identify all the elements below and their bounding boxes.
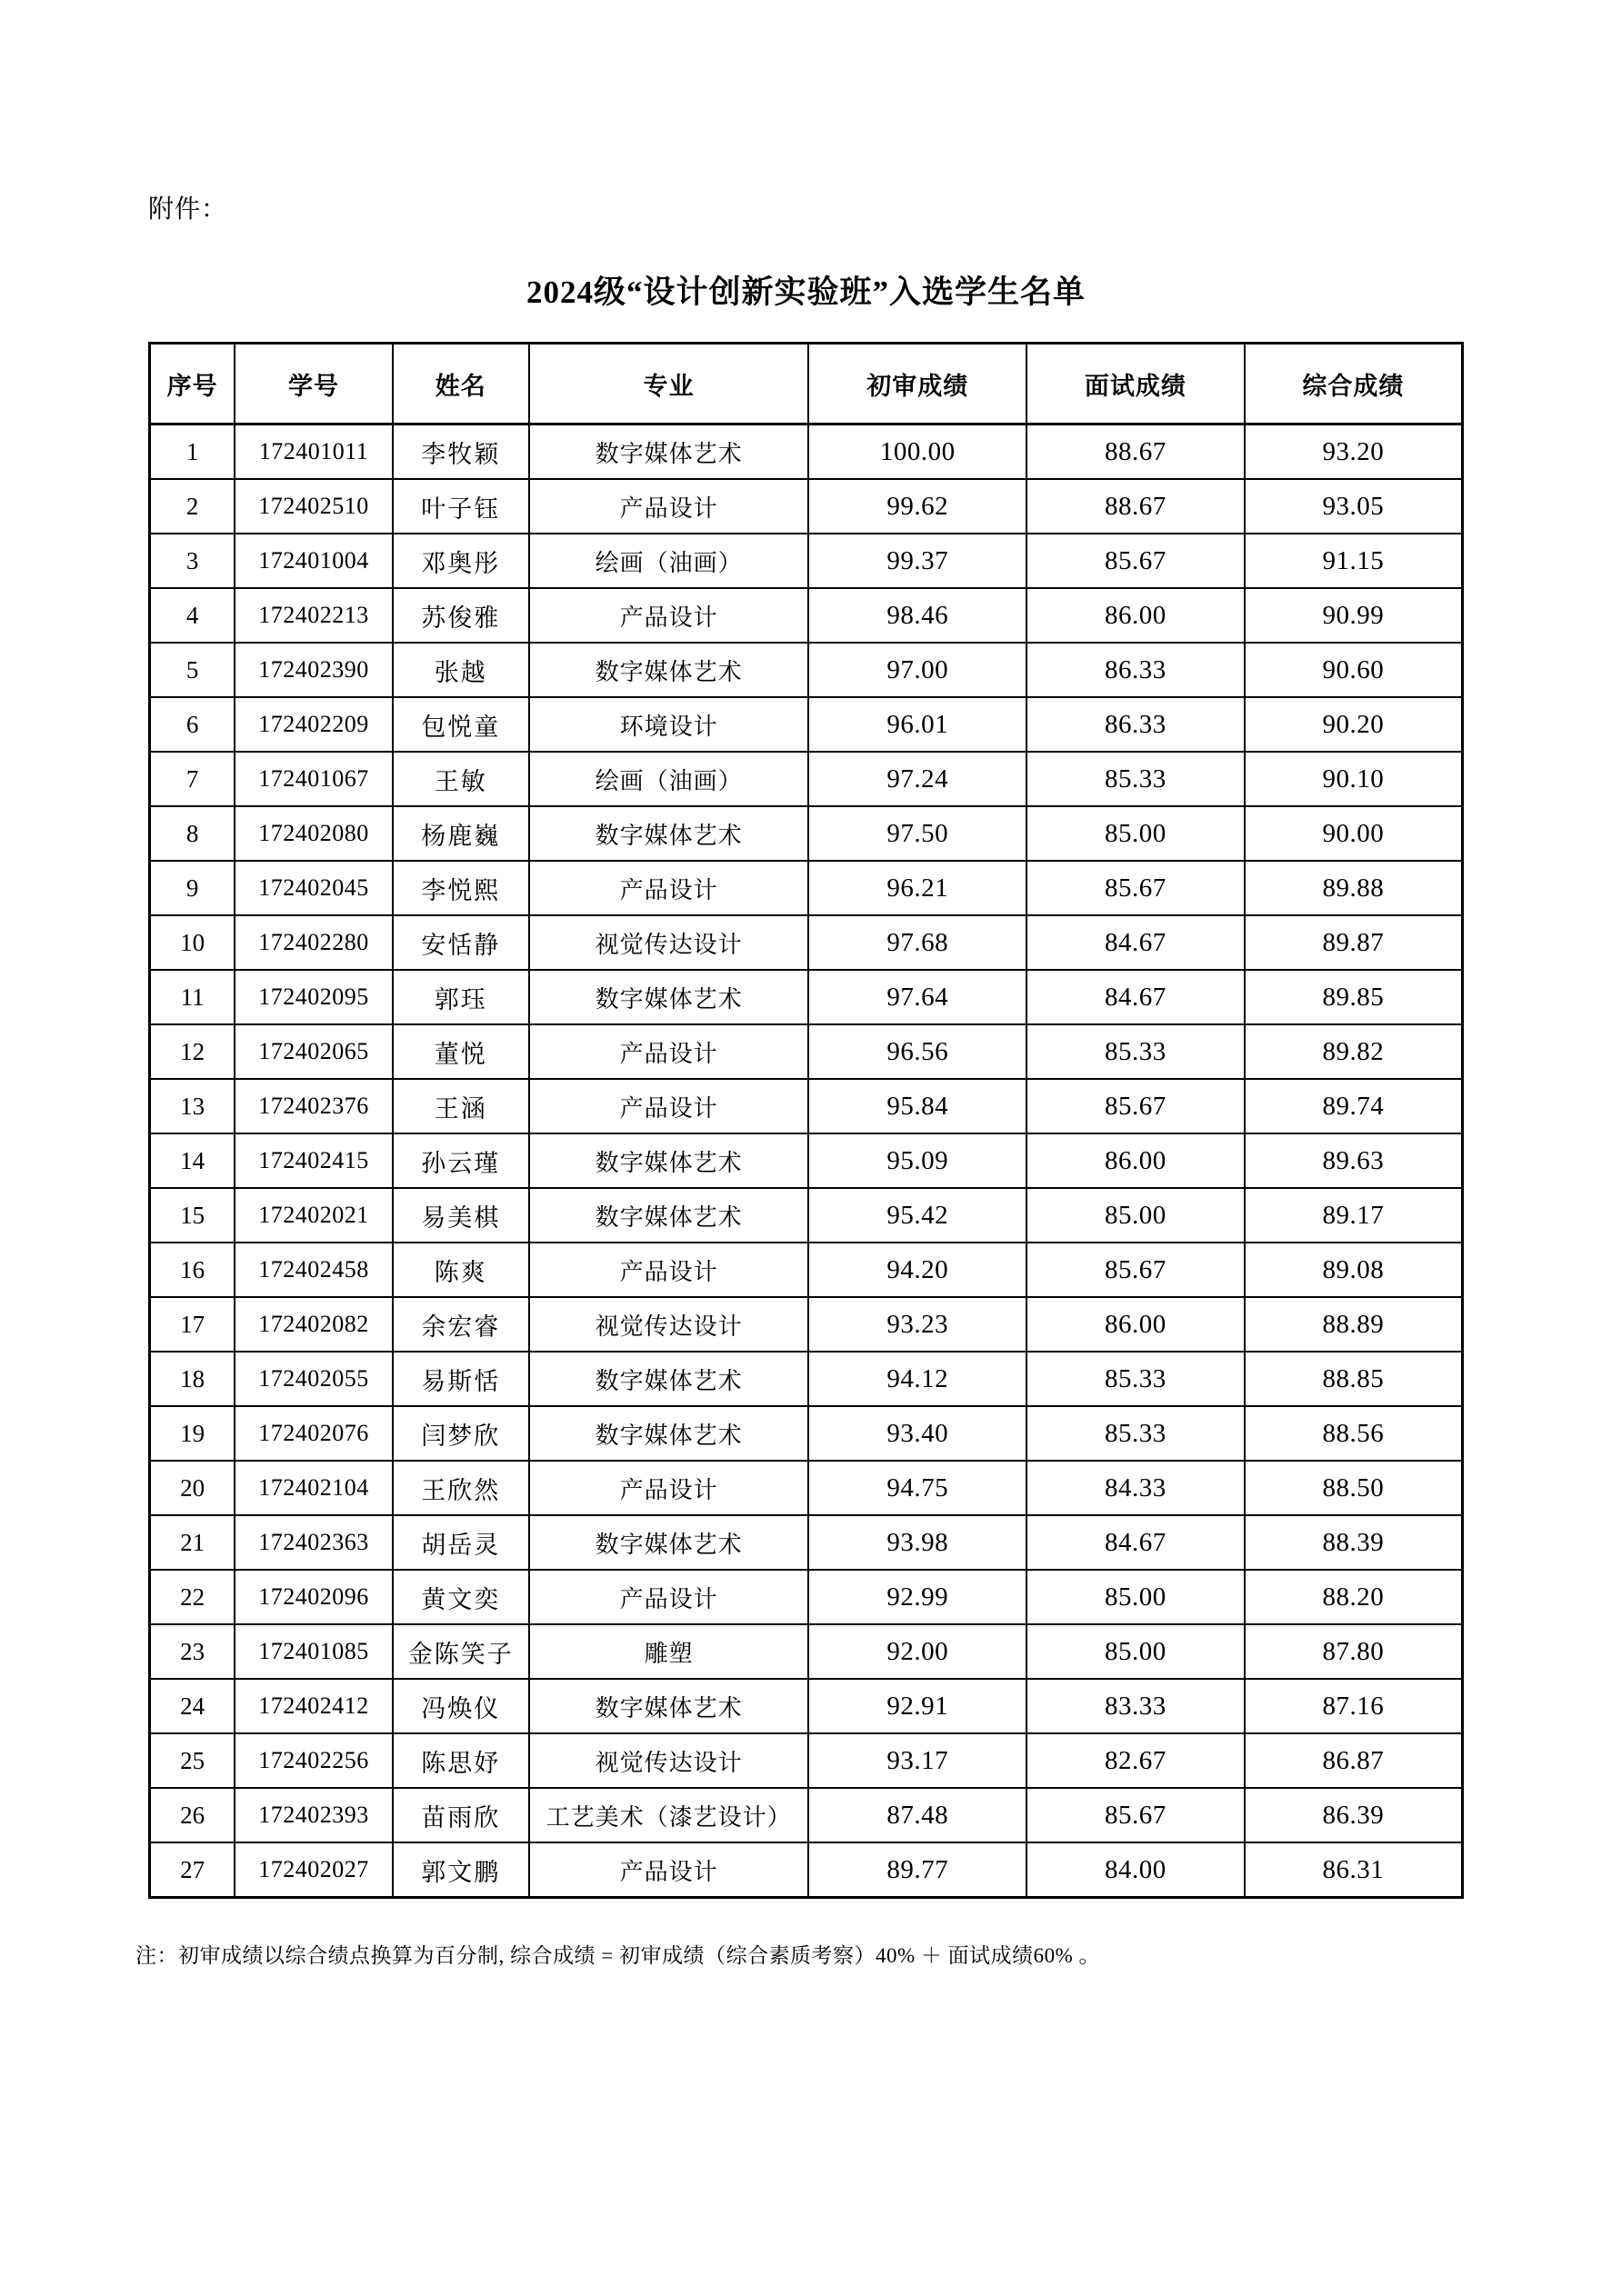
header-seq: 序号 bbox=[150, 344, 235, 424]
overall-score-cell: 89.08 bbox=[1245, 1243, 1463, 1297]
major-cell: 数字媒体艺术 bbox=[529, 643, 809, 697]
table-row bbox=[150, 806, 1463, 861]
interview-score-cell: 86.00 bbox=[1026, 1297, 1245, 1352]
interview-score-cell: 85.33 bbox=[1026, 1024, 1245, 1079]
prelim-score-cell: 98.46 bbox=[808, 588, 1026, 643]
major-cell: 产品设计 bbox=[529, 479, 809, 534]
prelim-score-cell: 94.20 bbox=[808, 1243, 1026, 1297]
student-id-cell: 172402256 bbox=[235, 1733, 392, 1788]
prelim-score-cell: 89.77 bbox=[808, 1842, 1026, 1898]
major-cell: 产品设计 bbox=[529, 1243, 809, 1297]
table-row bbox=[150, 1079, 1463, 1133]
overall-score-cell: 88.20 bbox=[1245, 1570, 1463, 1624]
name-cell: 张越 bbox=[393, 643, 529, 697]
major-cell: 产品设计 bbox=[529, 1570, 809, 1624]
interview-score-cell: 86.33 bbox=[1026, 643, 1245, 697]
major-cell: 产品设计 bbox=[529, 588, 809, 643]
seq-cell: 17 bbox=[150, 1297, 235, 1352]
table-row bbox=[150, 1570, 1463, 1624]
seq-cell: 22 bbox=[150, 1570, 235, 1624]
name-cell: 易斯恬 bbox=[393, 1352, 529, 1406]
table-row bbox=[150, 1188, 1463, 1243]
overall-score-cell: 87.16 bbox=[1245, 1679, 1463, 1733]
student-roster-table bbox=[148, 342, 1464, 1899]
overall-score-cell: 90.00 bbox=[1245, 806, 1463, 861]
name-cell: 叶子钰 bbox=[393, 479, 529, 534]
prelim-score-cell: 96.56 bbox=[808, 1024, 1026, 1079]
seq-cell: 3 bbox=[150, 534, 235, 588]
overall-score-cell: 88.85 bbox=[1245, 1352, 1463, 1406]
major-cell: 产品设计 bbox=[529, 861, 809, 915]
student-id-cell: 172402415 bbox=[235, 1133, 392, 1188]
interview-score-cell: 82.67 bbox=[1026, 1733, 1245, 1788]
prelim-score-cell: 99.62 bbox=[808, 479, 1026, 534]
seq-cell: 19 bbox=[150, 1406, 235, 1461]
header-row bbox=[150, 344, 1463, 424]
seq-cell: 6 bbox=[150, 697, 235, 752]
student-id-cell: 172402096 bbox=[235, 1570, 392, 1624]
student-id-cell: 172402021 bbox=[235, 1188, 392, 1243]
student-id-cell: 172402393 bbox=[235, 1788, 392, 1842]
interview-score-cell: 84.67 bbox=[1026, 915, 1245, 970]
interview-score-cell: 85.67 bbox=[1026, 534, 1245, 588]
footnote: 注：初审成绩以综合绩点换算为百分制, 综合成绩 = 初审成绩（综合素质考察）40% ＋ 面试成绩60% 。 bbox=[135, 1944, 1101, 1967]
seq-cell: 15 bbox=[150, 1188, 235, 1243]
student-id-cell: 172401067 bbox=[235, 752, 392, 806]
major-cell: 数字媒体艺术 bbox=[529, 424, 809, 480]
major-cell: 产品设计 bbox=[529, 1842, 809, 1898]
prelim-score-cell: 96.01 bbox=[808, 697, 1026, 752]
interview-score-cell: 86.00 bbox=[1026, 1133, 1245, 1188]
interview-score-cell: 84.00 bbox=[1026, 1842, 1245, 1898]
header-interview-score: 面试成绩 bbox=[1026, 344, 1245, 424]
table-row bbox=[150, 1679, 1463, 1733]
interview-score-cell: 86.33 bbox=[1026, 697, 1245, 752]
major-cell: 视觉传达设计 bbox=[529, 1297, 809, 1352]
major-cell: 数字媒体艺术 bbox=[529, 1679, 809, 1733]
major-cell: 产品设计 bbox=[529, 1024, 809, 1079]
seq-cell: 24 bbox=[150, 1679, 235, 1733]
overall-score-cell: 89.74 bbox=[1245, 1079, 1463, 1133]
major-cell: 产品设计 bbox=[529, 1461, 809, 1515]
name-cell: 王敏 bbox=[393, 752, 529, 806]
name-cell: 余宏睿 bbox=[393, 1297, 529, 1352]
student-id-cell: 172402510 bbox=[235, 479, 392, 534]
interview-score-cell: 85.00 bbox=[1026, 1570, 1245, 1624]
table-row bbox=[150, 1842, 1463, 1898]
interview-score-cell: 85.67 bbox=[1026, 1243, 1245, 1297]
student-id-cell: 172402458 bbox=[235, 1243, 392, 1297]
interview-score-cell: 85.67 bbox=[1026, 861, 1245, 915]
prelim-score-cell: 95.42 bbox=[808, 1188, 1026, 1243]
seq-cell: 21 bbox=[150, 1515, 235, 1570]
student-table-body bbox=[150, 424, 1463, 1898]
seq-cell: 10 bbox=[150, 915, 235, 970]
prelim-score-cell: 95.84 bbox=[808, 1079, 1026, 1133]
name-cell: 郭文鹏 bbox=[393, 1842, 529, 1898]
seq-cell: 7 bbox=[150, 752, 235, 806]
student-id-cell: 172402055 bbox=[235, 1352, 392, 1406]
prelim-score-cell: 99.37 bbox=[808, 534, 1026, 588]
seq-cell: 20 bbox=[150, 1461, 235, 1515]
name-cell: 郭珏 bbox=[393, 970, 529, 1024]
table-row bbox=[150, 1024, 1463, 1079]
name-cell: 杨鹿巍 bbox=[393, 806, 529, 861]
student-id-cell: 172402027 bbox=[235, 1842, 392, 1898]
seq-cell: 13 bbox=[150, 1079, 235, 1133]
header-student-id: 学号 bbox=[235, 344, 392, 424]
student-id-cell: 172402065 bbox=[235, 1024, 392, 1079]
table-row bbox=[150, 1461, 1463, 1515]
interview-score-cell: 85.67 bbox=[1026, 1079, 1245, 1133]
prelim-score-cell: 93.40 bbox=[808, 1406, 1026, 1461]
student-id-cell: 172402412 bbox=[235, 1679, 392, 1733]
overall-score-cell: 90.60 bbox=[1245, 643, 1463, 697]
student-id-cell: 172401085 bbox=[235, 1624, 392, 1679]
prelim-score-cell: 87.48 bbox=[808, 1788, 1026, 1842]
overall-score-cell: 89.85 bbox=[1245, 970, 1463, 1024]
overall-score-cell: 90.20 bbox=[1245, 697, 1463, 752]
interview-score-cell: 85.33 bbox=[1026, 1352, 1245, 1406]
overall-score-cell: 93.05 bbox=[1245, 479, 1463, 534]
name-cell: 王欣然 bbox=[393, 1461, 529, 1515]
interview-score-cell: 88.67 bbox=[1026, 424, 1245, 480]
table-row bbox=[150, 1352, 1463, 1406]
seq-cell: 1 bbox=[150, 424, 235, 480]
seq-cell: 8 bbox=[150, 806, 235, 861]
name-cell: 金陈笑子 bbox=[393, 1624, 529, 1679]
header-prelim-score: 初审成绩 bbox=[808, 344, 1026, 424]
seq-cell: 27 bbox=[150, 1842, 235, 1898]
prelim-score-cell: 100.00 bbox=[808, 424, 1026, 480]
name-cell: 冯焕仪 bbox=[393, 1679, 529, 1733]
interview-score-cell: 85.67 bbox=[1026, 1788, 1245, 1842]
table-row bbox=[150, 1133, 1463, 1188]
name-cell: 苏俊雅 bbox=[393, 588, 529, 643]
student-id-cell: 172402209 bbox=[235, 697, 392, 752]
prelim-score-cell: 97.64 bbox=[808, 970, 1026, 1024]
major-cell: 雕塑 bbox=[529, 1624, 809, 1679]
prelim-score-cell: 97.00 bbox=[808, 643, 1026, 697]
overall-score-cell: 89.87 bbox=[1245, 915, 1463, 970]
prelim-score-cell: 92.99 bbox=[808, 1570, 1026, 1624]
interview-score-cell: 84.67 bbox=[1026, 1515, 1245, 1570]
seq-cell: 5 bbox=[150, 643, 235, 697]
table-row bbox=[150, 1624, 1463, 1679]
table-row bbox=[150, 1297, 1463, 1352]
major-cell: 数字媒体艺术 bbox=[529, 1406, 809, 1461]
overall-score-cell: 86.31 bbox=[1245, 1842, 1463, 1898]
interview-score-cell: 86.00 bbox=[1026, 588, 1245, 643]
name-cell: 陈思妤 bbox=[393, 1733, 529, 1788]
major-cell: 数字媒体艺术 bbox=[529, 970, 809, 1024]
prelim-score-cell: 97.24 bbox=[808, 752, 1026, 806]
student-id-cell: 172402076 bbox=[235, 1406, 392, 1461]
overall-score-cell: 93.20 bbox=[1245, 424, 1463, 480]
table-row bbox=[150, 861, 1463, 915]
student-id-cell: 172402280 bbox=[235, 915, 392, 970]
interview-score-cell: 84.33 bbox=[1026, 1461, 1245, 1515]
student-id-cell: 172401011 bbox=[235, 424, 392, 480]
interview-score-cell: 85.00 bbox=[1026, 806, 1245, 861]
major-cell: 视觉传达设计 bbox=[529, 1733, 809, 1788]
table-row bbox=[150, 588, 1463, 643]
major-cell: 视觉传达设计 bbox=[529, 915, 809, 970]
interview-score-cell: 84.67 bbox=[1026, 970, 1245, 1024]
overall-score-cell: 89.88 bbox=[1245, 861, 1463, 915]
name-cell: 李牧颖 bbox=[393, 424, 529, 480]
seq-cell: 12 bbox=[150, 1024, 235, 1079]
prelim-score-cell: 93.98 bbox=[808, 1515, 1026, 1570]
interview-score-cell: 85.33 bbox=[1026, 752, 1245, 806]
table-row bbox=[150, 643, 1463, 697]
prelim-score-cell: 94.75 bbox=[808, 1461, 1026, 1515]
major-cell: 绘画（油画） bbox=[529, 534, 809, 588]
table-row bbox=[150, 1788, 1463, 1842]
student-id-cell: 172402390 bbox=[235, 643, 392, 697]
prelim-score-cell: 96.21 bbox=[808, 861, 1026, 915]
seq-cell: 16 bbox=[150, 1243, 235, 1297]
name-cell: 胡岳灵 bbox=[393, 1515, 529, 1570]
page-title: 2024级“设计创新实验班”入选学生名单 bbox=[526, 275, 1086, 310]
table-row bbox=[150, 479, 1463, 534]
table-row bbox=[150, 752, 1463, 806]
name-cell: 王涵 bbox=[393, 1079, 529, 1133]
interview-score-cell: 85.00 bbox=[1026, 1624, 1245, 1679]
major-cell: 绘画（油画） bbox=[529, 752, 809, 806]
overall-score-cell: 89.82 bbox=[1245, 1024, 1463, 1079]
attachment-label: 附件： bbox=[148, 195, 228, 224]
overall-score-cell: 90.10 bbox=[1245, 752, 1463, 806]
major-cell: 环境设计 bbox=[529, 697, 809, 752]
major-cell: 工艺美术（漆艺设计） bbox=[529, 1788, 809, 1842]
student-id-cell: 172402363 bbox=[235, 1515, 392, 1570]
student-id-cell: 172401004 bbox=[235, 534, 392, 588]
student-id-cell: 172402104 bbox=[235, 1461, 392, 1515]
table-row bbox=[150, 534, 1463, 588]
name-cell: 易美棋 bbox=[393, 1188, 529, 1243]
name-cell: 闫梦欣 bbox=[393, 1406, 529, 1461]
table-header bbox=[150, 344, 1463, 424]
seq-cell: 9 bbox=[150, 861, 235, 915]
seq-cell: 26 bbox=[150, 1788, 235, 1842]
seq-cell: 25 bbox=[150, 1733, 235, 1788]
overall-score-cell: 88.56 bbox=[1245, 1406, 1463, 1461]
overall-score-cell: 88.39 bbox=[1245, 1515, 1463, 1570]
major-cell: 数字媒体艺术 bbox=[529, 1188, 809, 1243]
header-major: 专业 bbox=[529, 344, 809, 424]
major-cell: 数字媒体艺术 bbox=[529, 1352, 809, 1406]
seq-cell: 23 bbox=[150, 1624, 235, 1679]
table-row bbox=[150, 915, 1463, 970]
prelim-score-cell: 93.17 bbox=[808, 1733, 1026, 1788]
name-cell: 安恬静 bbox=[393, 915, 529, 970]
table-row bbox=[150, 1406, 1463, 1461]
overall-score-cell: 88.89 bbox=[1245, 1297, 1463, 1352]
interview-score-cell: 85.00 bbox=[1026, 1188, 1245, 1243]
prelim-score-cell: 92.00 bbox=[808, 1624, 1026, 1679]
overall-score-cell: 87.80 bbox=[1245, 1624, 1463, 1679]
overall-score-cell: 88.50 bbox=[1245, 1461, 1463, 1515]
student-id-cell: 172402376 bbox=[235, 1079, 392, 1133]
prelim-score-cell: 92.91 bbox=[808, 1679, 1026, 1733]
interview-score-cell: 85.33 bbox=[1026, 1406, 1245, 1461]
overall-score-cell: 90.99 bbox=[1245, 588, 1463, 643]
table-row bbox=[150, 970, 1463, 1024]
major-cell: 数字媒体艺术 bbox=[529, 1515, 809, 1570]
table-row bbox=[150, 697, 1463, 752]
seq-cell: 14 bbox=[150, 1133, 235, 1188]
table-row bbox=[150, 1515, 1463, 1570]
table-row bbox=[150, 1243, 1463, 1297]
seq-cell: 11 bbox=[150, 970, 235, 1024]
student-id-cell: 172402045 bbox=[235, 861, 392, 915]
document-page bbox=[135, 0, 1464, 1969]
overall-score-cell: 86.39 bbox=[1245, 1788, 1463, 1842]
major-cell: 数字媒体艺术 bbox=[529, 806, 809, 861]
name-cell: 孙云瑾 bbox=[393, 1133, 529, 1188]
overall-score-cell: 89.17 bbox=[1245, 1188, 1463, 1243]
name-cell: 李悦熙 bbox=[393, 861, 529, 915]
name-cell: 黄文奕 bbox=[393, 1570, 529, 1624]
major-cell: 产品设计 bbox=[529, 1079, 809, 1133]
student-id-cell: 172402213 bbox=[235, 588, 392, 643]
interview-score-cell: 88.67 bbox=[1026, 479, 1245, 534]
seq-cell: 18 bbox=[150, 1352, 235, 1406]
header-name: 姓名 bbox=[393, 344, 529, 424]
name-cell: 包悦童 bbox=[393, 697, 529, 752]
table-row bbox=[150, 424, 1463, 480]
major-cell: 数字媒体艺术 bbox=[529, 1133, 809, 1188]
student-id-cell: 172402095 bbox=[235, 970, 392, 1024]
prelim-score-cell: 95.09 bbox=[808, 1133, 1026, 1188]
student-id-cell: 172402082 bbox=[235, 1297, 392, 1352]
name-cell: 董悦 bbox=[393, 1024, 529, 1079]
table-row bbox=[150, 1733, 1463, 1788]
prelim-score-cell: 93.23 bbox=[808, 1297, 1026, 1352]
interview-score-cell: 83.33 bbox=[1026, 1679, 1245, 1733]
seq-cell: 2 bbox=[150, 479, 235, 534]
overall-score-cell: 86.87 bbox=[1245, 1733, 1463, 1788]
header-overall-score: 综合成绩 bbox=[1245, 344, 1463, 424]
seq-cell: 4 bbox=[150, 588, 235, 643]
prelim-score-cell: 97.68 bbox=[808, 915, 1026, 970]
name-cell: 邓奥彤 bbox=[393, 534, 529, 588]
overall-score-cell: 91.15 bbox=[1245, 534, 1463, 588]
prelim-score-cell: 97.50 bbox=[808, 806, 1026, 861]
overall-score-cell: 89.63 bbox=[1245, 1133, 1463, 1188]
prelim-score-cell: 94.12 bbox=[808, 1352, 1026, 1406]
student-id-cell: 172402080 bbox=[235, 806, 392, 861]
name-cell: 陈爽 bbox=[393, 1243, 529, 1297]
name-cell: 苗雨欣 bbox=[393, 1788, 529, 1842]
